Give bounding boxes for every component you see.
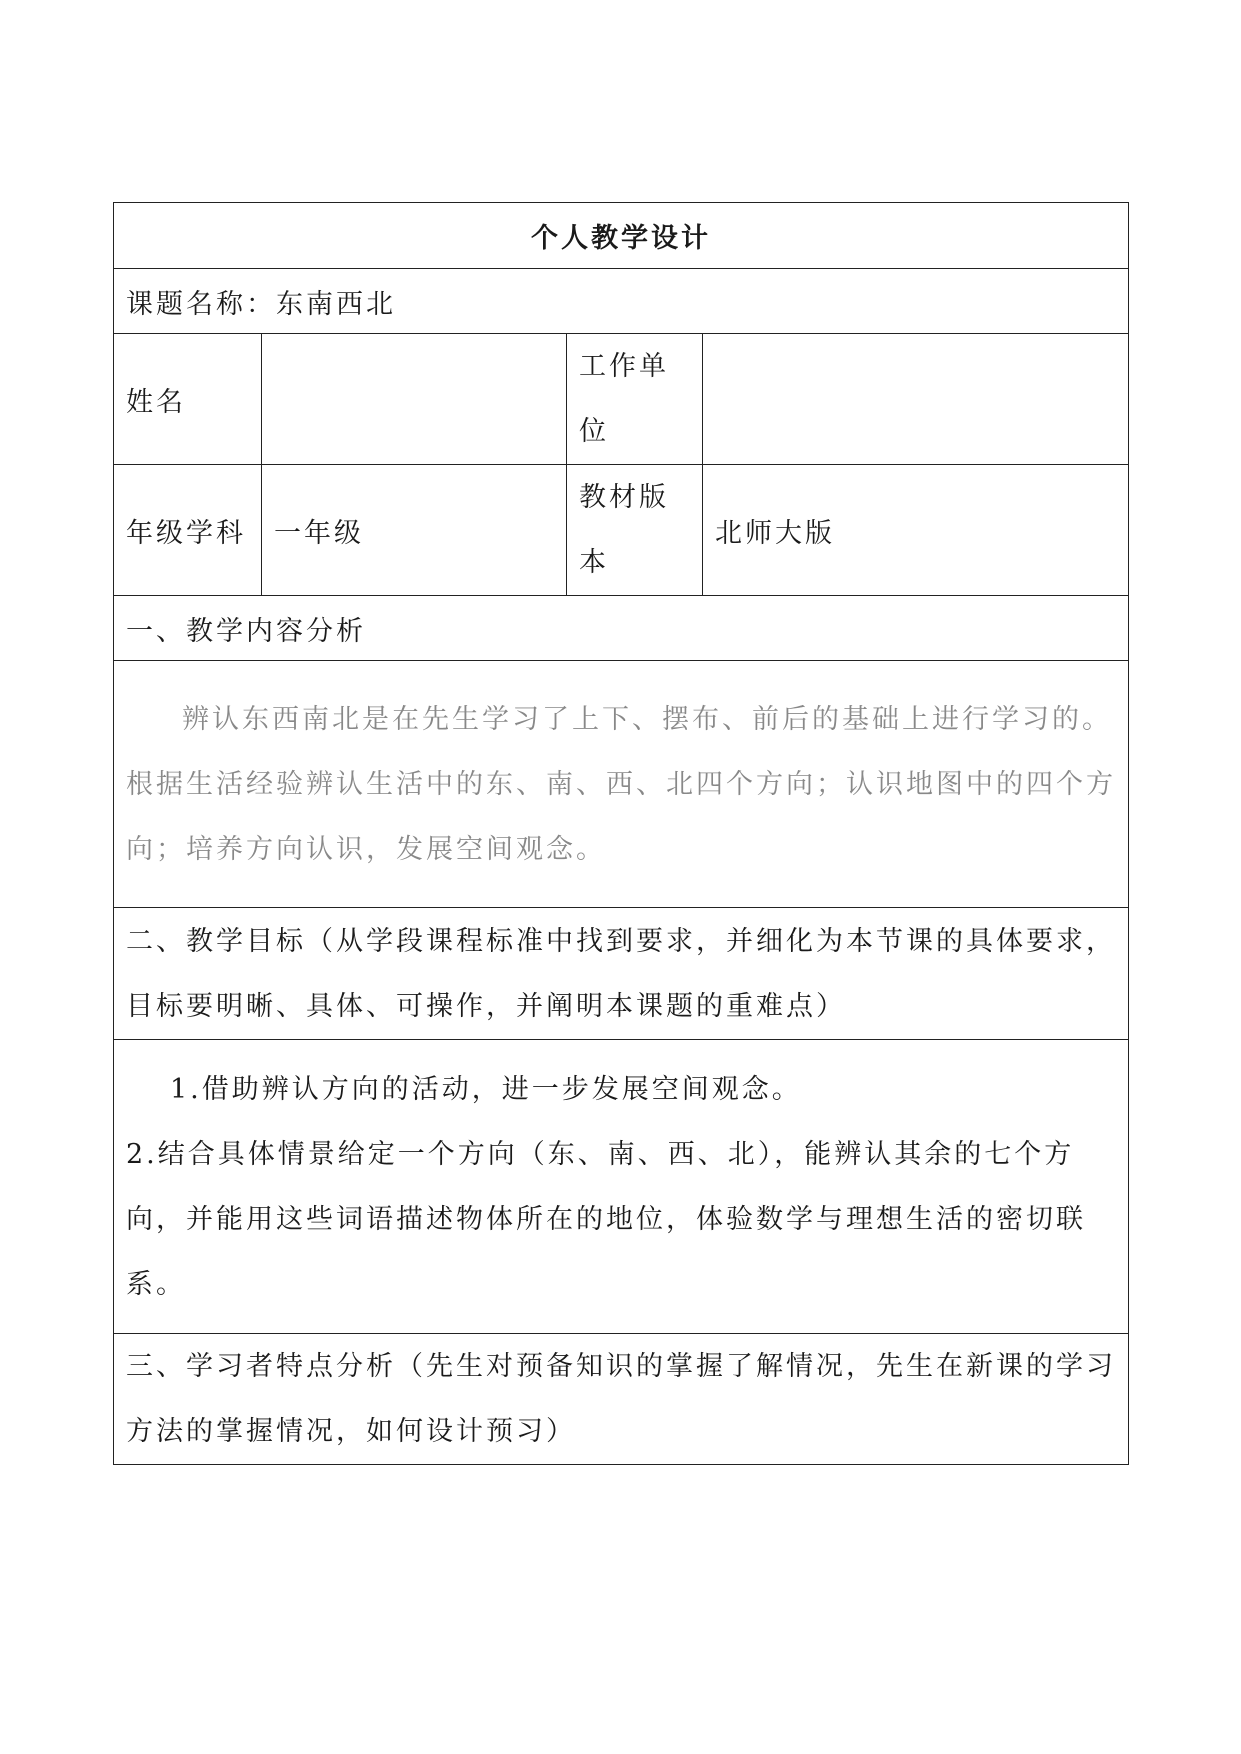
name-label: 姓名 [114,334,262,465]
goal-item: 1.借助辨认方向的活动，进一步发展空间观念。 [170,1073,802,1105]
goal-item: 2.结合具体情景给定一个方向（东、南、西、北），能辨认其余的七个方向，并能用这些词语描述物体所在的地位，体验数学与理想生活的密切联系。 [126,1138,1086,1300]
section2-goals [114,1040,1129,1334]
lesson-design-table [113,202,1129,1465]
unit-label: 工作单位 [567,334,703,465]
topic-row: 课题名称：东南西北 [114,269,1129,334]
grade-value: 一年级 [262,465,567,596]
textbook-label: 教材版本 [567,465,703,596]
document-title: 个人教学设计 [114,203,1129,269]
section1-body: 辨认东西南北是在先生学习了上下、摆布、前后的基础上进行学习的。根据生活经验辨认生活中的东、南、西、北四个方向；认识地图中的四个方向；培养方向认识，发展空间观念。 [114,661,1129,908]
section1-heading: 一、教学内容分析 [114,596,1129,661]
textbook-value: 北师大版 [703,465,1129,596]
name-value [262,334,567,465]
grade-label: 年级学科 [114,465,262,596]
section2-heading: 二、教学目标（从学段课程标准中找到要求，并细化为本节课的具体要求，目标要明晰、具体、可操作，并阐明本课题的重难点） [114,908,1129,1040]
unit-value [703,334,1129,465]
section3-heading: 三、学习者特点分析（先生对预备知识的掌握了解情况，先生在新课的学习方法的掌握情况，如何设计预习） [114,1334,1129,1465]
